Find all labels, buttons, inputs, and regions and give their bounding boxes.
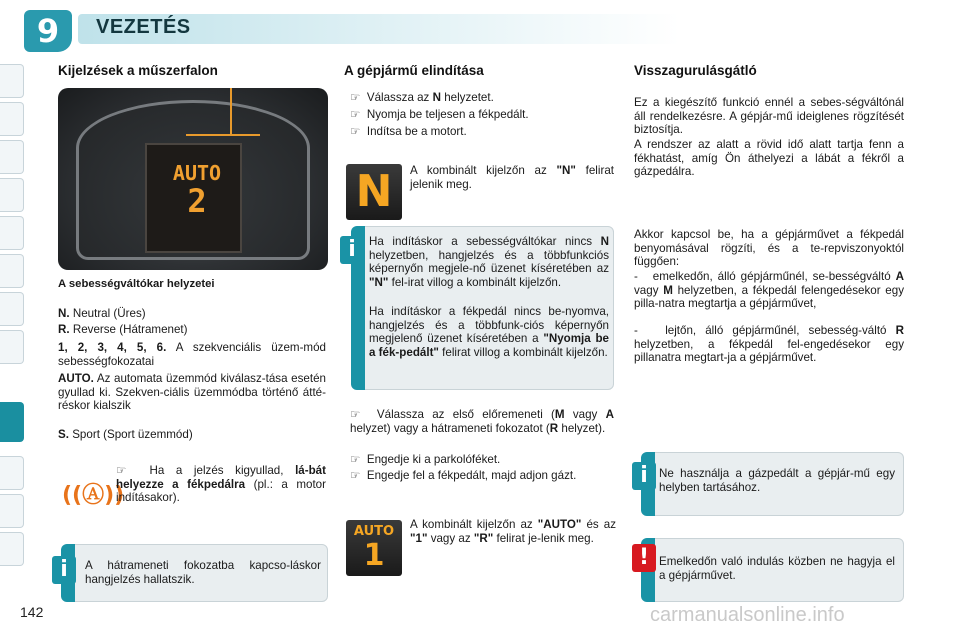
info-icon: i <box>632 462 656 490</box>
info-text: Ha indításkor a sebességváltókar nincs N helyzetben, hangjelzés és a többfunkciós képernyőn megjele-nő üzenet kíséretében az "N" fel-irat villog a kombinált kijelzőn. <box>369 235 609 289</box>
info-box-accelerator <box>646 452 904 516</box>
info-text: A hátrameneti fokozatba kapcso-láskor hangjelzés hallatszik. <box>85 559 321 586</box>
start-step: ☞ Indítsa be a motort. <box>350 125 467 138</box>
hill-assist-activation: Akkor kapcsol be, ha a gépjárművet a fékpedál benyomásával rögzíti, és a te-repviszonyoktól függően: <box>634 228 904 268</box>
start-step: ☞ Válassza az N helyzetet. <box>350 91 494 104</box>
gear-desc: Reverse (Hátramenet) <box>72 323 188 336</box>
n-display-note: A kombinált kijelzőn az "N" felirat jelenik meg. <box>410 164 614 191</box>
chapter-tab[interactable] <box>0 330 24 364</box>
warning-icon: ! <box>632 544 656 572</box>
hill-assist-intro: Ez a kiegészítő funkció ennél a sebes-ségváltónál áll rendelkezésre. A gépjár-mű ideiglenes rögzítését biztosítja. <box>634 96 904 136</box>
pict-auto-label: AUTO <box>353 524 395 539</box>
section-title-displays: Kijelzések a műszerfalon <box>58 63 218 78</box>
chapter-tab[interactable] <box>0 254 24 288</box>
gear-key: R. <box>58 323 70 336</box>
gear-display <box>168 162 226 218</box>
page-number: 142 <box>20 604 44 620</box>
lamp-instruction: ☞ Ha a jelzés kigyullad, lá-bát helyezze a fékpedálra (pl.: a motor indításakor). <box>116 464 326 504</box>
auto-display-note: A kombinált kijelzőn az "AUTO" és az "1" vagy az "R" felirat je-lenik meg. <box>410 518 616 545</box>
info-box-start <box>356 226 614 390</box>
gear-display-number: 2 <box>187 182 207 220</box>
page-title: VEZETÉS <box>96 16 191 38</box>
chapter-number: 9 <box>24 10 72 52</box>
warning-text: Emelkedőn való indulás közben ne hagyja el a gépjárművet. <box>659 555 895 582</box>
drive-step: ☞ Válassza az első előremeneti (M vagy A helyzet) vagy a hátrameneti fokozatot (R helyzet). <box>350 408 614 435</box>
chapter-tab[interactable] <box>0 102 24 136</box>
brake-warning-lamp-icon: ((Ⓐ)) <box>62 483 125 508</box>
list-item: - lejtőn, álló gépjárműnél, sebesség-váltó R helyzetben, a fékpedál fel-engedésekor egy pillanatra megtart-ja a gépjárművet. <box>634 324 904 364</box>
gear-desc: A szekvenciális üzem-mód sebességfokozatai <box>58 341 326 368</box>
header-band <box>78 14 938 44</box>
gear-positions-caption: A sebességváltókar helyzetei <box>58 278 215 290</box>
gear-n-pictogram: N <box>346 164 402 220</box>
gear-key: 1, 2, 3, 4, 5, 6. <box>58 341 167 354</box>
chapter-tabs <box>0 0 28 640</box>
chapter-tab[interactable] <box>0 532 24 566</box>
info-text: Ne használja a gázpedált a gépjár-mű egy helyben tartásához. <box>659 467 895 494</box>
chapter-tab[interactable] <box>0 292 24 326</box>
chapter-tab[interactable] <box>0 494 24 528</box>
watermark: carmanualsonline.info <box>650 604 845 626</box>
chapter-tab-active[interactable] <box>0 402 24 442</box>
info-box-reverse <box>66 544 328 602</box>
gear-desc: Sport (Sport üzemmód) <box>72 428 193 441</box>
drive-step: ☞ Engedje fel a fékpedált, majd adjon gázt. <box>350 469 577 482</box>
gear-key: AUTO. <box>58 372 94 385</box>
pict-auto-gear: 1 <box>363 538 385 573</box>
gear-desc: Neutral (Üres) <box>72 307 146 320</box>
drive-step: ☞ Engedje ki a parkolóféket. <box>350 453 501 466</box>
instrument-display-photo <box>58 88 328 270</box>
hill-assist-desc: A rendszer az alatt a rövid idő alatt tartja fenn a fékhatást, amíg Ön áthelyezi a lábát a fékről a gázpedálra. <box>634 138 904 178</box>
warning-box-hill <box>646 538 904 602</box>
info-icon: i <box>52 556 76 584</box>
gear-key: N. <box>58 307 70 320</box>
start-step: ☞ Nyomja be teljesen a fékpedált. <box>350 108 529 121</box>
gear-display-mode: AUTO <box>172 161 222 185</box>
chapter-tab[interactable] <box>0 140 24 174</box>
gear-desc: Az automata üzemmód kiválasz-tása esetén gyullad ki. Szekven-ciális üzemmódba történő átté-réskor kialszik <box>58 372 326 412</box>
section-title-hill-assist: Visszagurulásgátló <box>634 63 757 78</box>
gear-key: S. <box>58 428 69 441</box>
chapter-tab[interactable] <box>0 456 24 490</box>
gear-auto1-pictogram <box>346 520 402 576</box>
info-icon: i <box>340 236 364 264</box>
section-title-starting: A gépjármű elindítása <box>344 63 484 78</box>
list-item: - emelkedőn, álló gépjárműnél, se-bességváltó A vagy M helyzetben, a fékpedál felengedésekor egy pilla-natra megtartja a gépjárművet, <box>634 270 904 310</box>
chapter-tab[interactable] <box>0 64 24 98</box>
chapter-tab[interactable] <box>0 178 24 212</box>
chapter-tab[interactable] <box>0 216 24 250</box>
info-text: Ha indításkor a fékpedál nincs be-nyomva, hangjelzés és a többfunk-ciós képernyőn megjelenő üzenet kíséretében a "Nyomja be a fék-pedált" felirat villog a kombinált kijelzőn. <box>369 305 609 359</box>
